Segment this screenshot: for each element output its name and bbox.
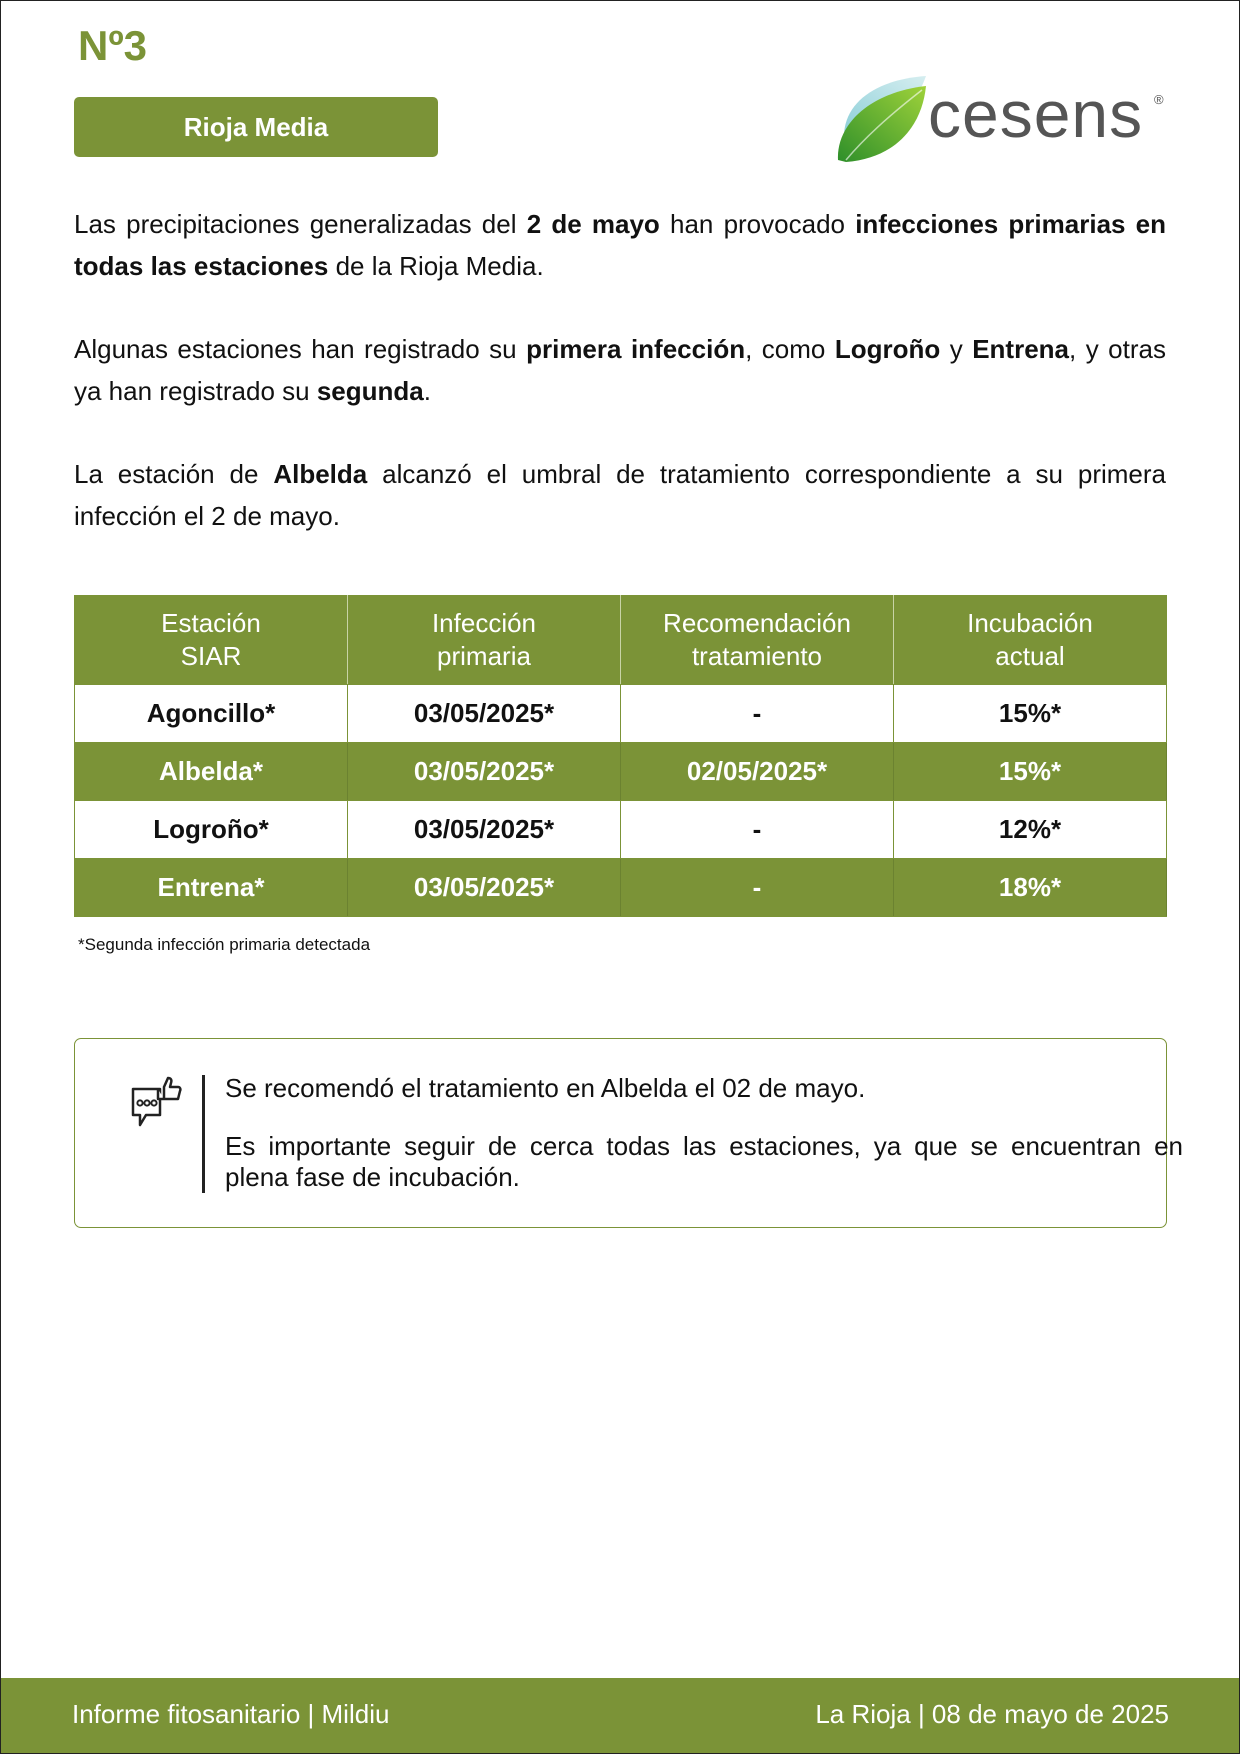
note-line-2: Es importante seguir de cerca todas las estaciones, ya que se encuentran en plena fase de incubación. — [225, 1131, 1183, 1192]
header-line: tratamiento — [691, 641, 823, 671]
header-line: Incubación — [967, 608, 1093, 638]
cell-incubation: 12%* — [894, 801, 1167, 859]
paragraph-text: Algunas estaciones han registrado su — [74, 334, 527, 364]
header-line: Infección — [431, 608, 537, 638]
header-line: actual — [995, 641, 1065, 671]
note-line-1: Se recomendó el tratamiento en Albelda el 02 de mayo. — [225, 1073, 866, 1103]
paragraph-text: . — [423, 376, 431, 406]
paragraph-text: Las precipitaciones generalizadas del — [74, 209, 527, 239]
paragraph-text: , y otras ya han registrado su — [74, 334, 1166, 406]
issue-number: Nº3 — [78, 22, 148, 69]
header-station — [75, 596, 348, 685]
cell-incubation: 15%* — [894, 743, 1167, 801]
cell-treatment: - — [621, 859, 894, 917]
table-header-row — [75, 596, 1167, 685]
table-row — [75, 801, 1167, 859]
table-row — [75, 859, 1167, 917]
infection-table — [74, 595, 1167, 917]
header-line: Estación — [161, 608, 261, 638]
bold-text: 2 de mayo — [526, 209, 660, 239]
cell-station: Logroño* — [75, 801, 348, 859]
footer-report-type: Informe fitosanitario | Mildiu — [72, 1699, 390, 1729]
paragraph-text: de la Rioja Media. — [328, 251, 544, 281]
paragraph-text: y — [940, 334, 973, 364]
leaf-logo-icon — [836, 74, 928, 164]
header-line: primaria — [437, 641, 531, 671]
registered-mark: ® — [1154, 92, 1164, 107]
paragraph-3 — [74, 453, 1166, 537]
cell-incubation: 18%* — [894, 859, 1167, 917]
cell-treatment: 02/05/2025* — [621, 743, 894, 801]
cell-treatment: - — [621, 801, 894, 859]
paragraph-2 — [74, 328, 1166, 412]
cell-primary-infection: 03/05/2025* — [348, 743, 621, 801]
table-footnote: *Segunda infección primaria detectada — [78, 935, 371, 954]
bold-text: Entrena — [972, 334, 1070, 364]
region-badge: Rioja Media — [74, 97, 438, 157]
cell-treatment: - — [621, 685, 894, 743]
header-primary-infection — [348, 596, 621, 685]
footer-bar — [1, 1678, 1239, 1753]
header-line: Recomendación — [663, 608, 851, 638]
cesens-logo — [836, 74, 1172, 164]
bold-text: Albelda — [273, 459, 368, 489]
paragraph-text: han provocado — [659, 209, 856, 239]
cell-incubation: 15%* — [894, 685, 1167, 743]
header-current-incubation — [894, 596, 1167, 685]
logo-wordmark: cesens — [928, 77, 1144, 151]
paragraph-text: La estación de — [74, 459, 274, 489]
note-divider — [202, 1075, 205, 1193]
cell-primary-infection: 03/05/2025* — [348, 859, 621, 917]
header-line: SIAR — [180, 641, 242, 671]
bold-text: Logroño — [834, 334, 941, 364]
footer-location-date: La Rioja | 08 de mayo de 2025 — [815, 1699, 1169, 1729]
cell-primary-infection: 03/05/2025* — [348, 685, 621, 743]
chat-thumbs-up-icon — [130, 1075, 182, 1133]
bold-text: infecciones primarias en todas las estaciones — [74, 209, 1167, 281]
cell-station: Albelda* — [75, 743, 348, 801]
header-treatment-recommendation — [621, 596, 894, 685]
paragraph-text: alcanzó el umbral de tratamiento correspondiente a su primera infección el 2 de mayo. — [74, 459, 1166, 531]
paragraph-text: , como — [745, 334, 835, 364]
table-body — [75, 685, 1167, 917]
recommendation-box — [74, 1038, 1183, 1228]
cell-primary-infection: 03/05/2025* — [348, 801, 621, 859]
paragraph-1 — [74, 203, 1166, 287]
bold-text: segunda — [316, 376, 424, 406]
cell-station: Agoncillo* — [75, 685, 348, 743]
bold-text: primera infección — [526, 334, 746, 364]
cell-station: Entrena* — [75, 859, 348, 917]
table-row — [75, 685, 1167, 743]
table-row — [75, 743, 1167, 801]
